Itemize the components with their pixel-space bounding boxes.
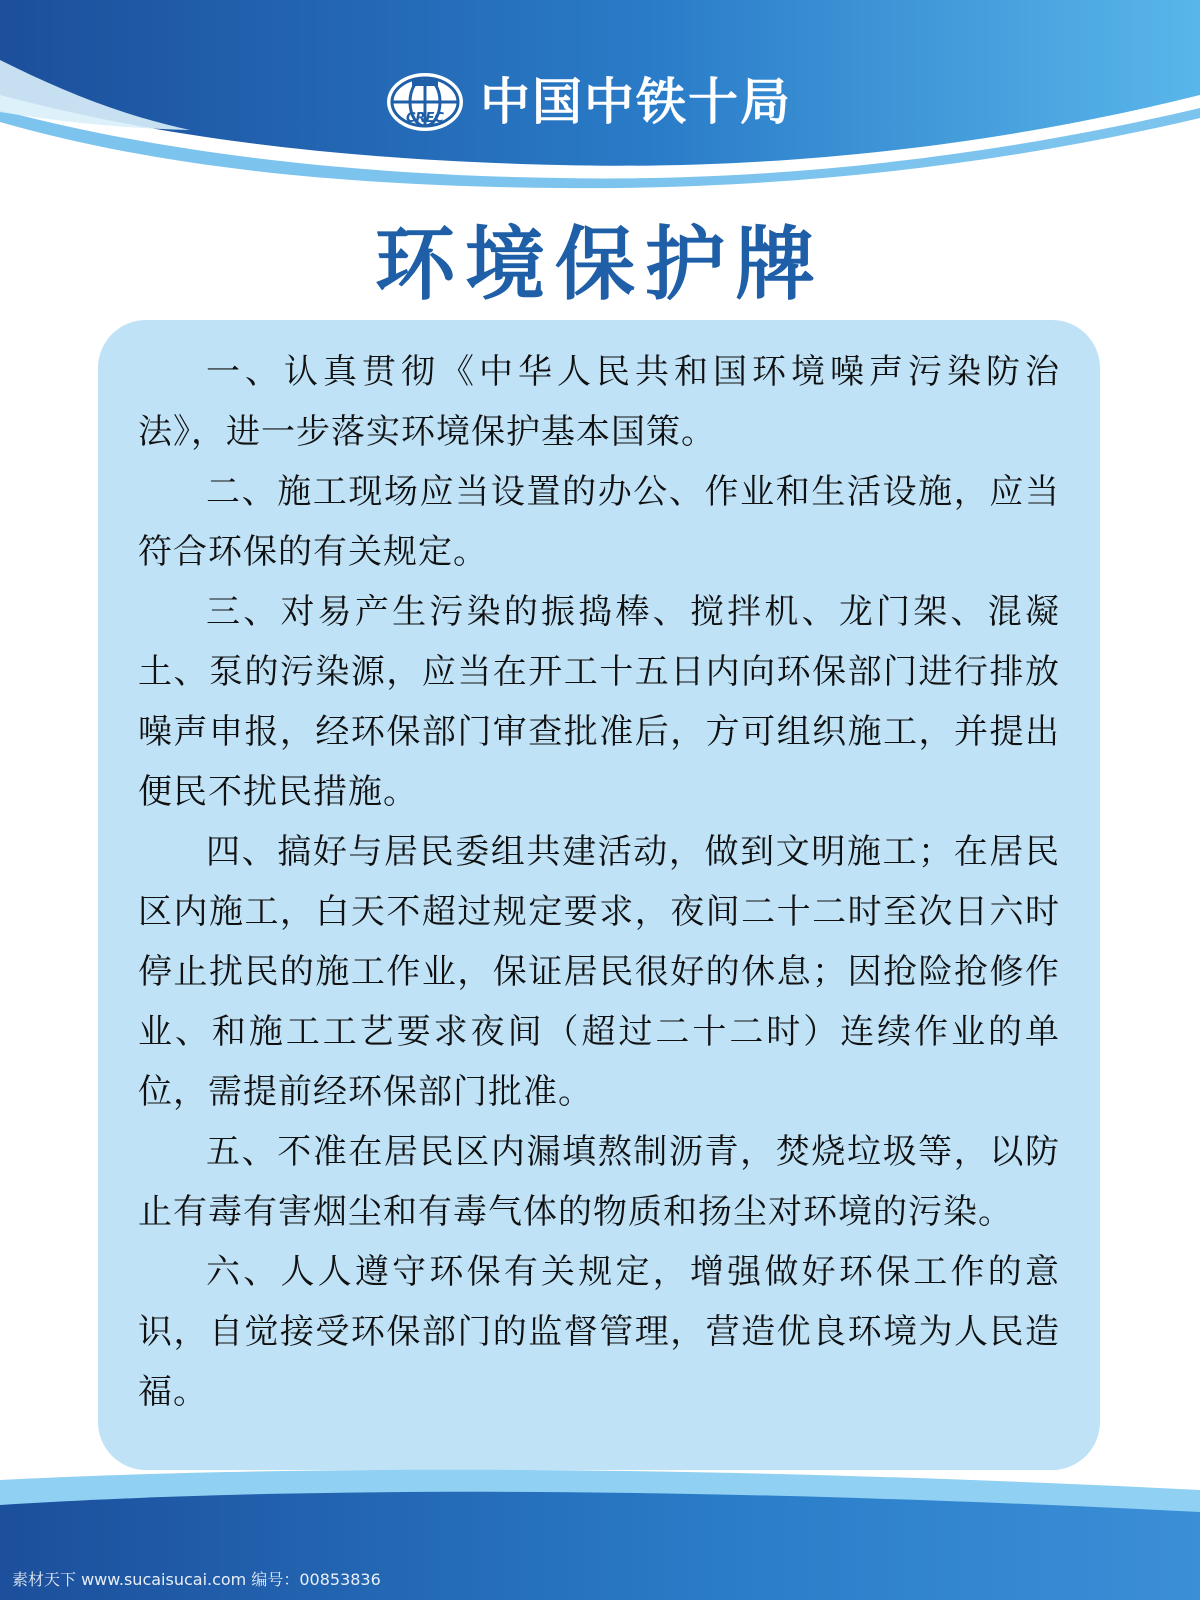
rule-paragraph-2: 二、施工现场应当设置的办公、作业和生活设施，应当符合环保的有关规定。 <box>138 472 1060 572</box>
rule-paragraph-6: 六、人人遵守环保有关规定，增强做好环保工作的意识，自觉接受环保部门的监督管理，营造优良环境为人民造福。 <box>138 1252 1060 1412</box>
crec-logo-icon <box>384 70 466 134</box>
org-header <box>384 70 792 134</box>
rule-paragraph-3: 三、对易产生污染的振捣棒、搅拌机、龙门架、混凝土、泵的污染源，应当在开工十五日内向环保部门进行排放噪声申报，经环保部门审查批准后，方可组织施工，并提出便民不扰民措施。 <box>138 592 1060 812</box>
page-title: 环境保护牌 <box>375 218 825 311</box>
rule-paragraph-4: 四、搞好与居民委组共建活动，做到文明施工；在居民区内施工，白天不超过规定要求，夜间二十二时至次日六时停止扰民的施工作业，保证居民很好的休息；因抢险抢修作业、和施工工艺要求夜间（超过二十二时）连续作业的单位，需提前经环保部门批准。 <box>138 832 1060 1112</box>
rule-paragraph-5: 五、不准在居民区内漏填熬制沥青，焚烧垃圾等，以防止有毒有害烟尘和有毒气体的物质和扬尘对环境的污染。 <box>138 1132 1060 1232</box>
content-panel <box>98 320 1100 1470</box>
rule-paragraph-1: 一、认真贯彻《中华人民共和国环境噪声污染防治法》，进一步落实环境保护基本国策。 <box>138 352 1060 452</box>
logo-letters: CREC <box>406 111 444 126</box>
org-name: 中国中铁十局 <box>480 73 792 131</box>
watermark-text: 素材天下 www.sucaisucai.com 编号：00853836 <box>12 1570 381 1589</box>
